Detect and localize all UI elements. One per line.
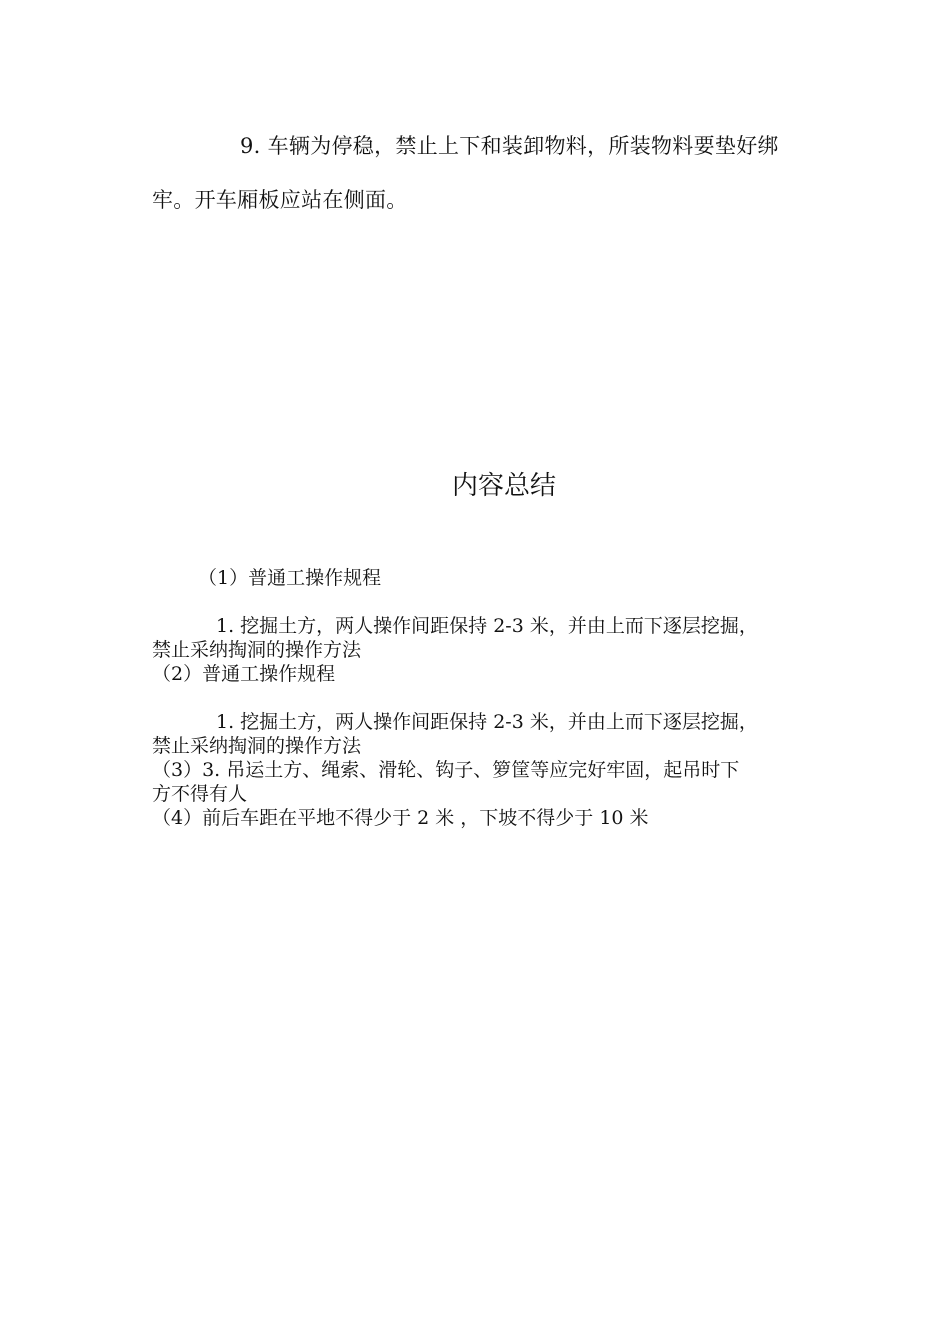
- summary-section: [152, 566, 792, 830]
- top-paragraph-line-1: 9. 车辆为停稳，禁止上下和装卸物料，所装物料要垫好绑: [240, 134, 779, 158]
- summary-item-1-heading: （1）普通工操作规程: [198, 567, 382, 589]
- summary-item-3-line-2: 方不得有人: [152, 783, 248, 805]
- top-paragraph: [152, 119, 802, 227]
- summary-item-3-line-1: （3）3. 吊运土方、绳索、滑轮、钩子、箩筐等应完好牢固，起吊时下: [152, 759, 740, 781]
- summary-item-1-step-line-2: 禁止采纳掏洞的操作方法: [152, 639, 362, 661]
- summary-item-2-step-line-2: 禁止采纳掏洞的操作方法: [152, 735, 362, 757]
- summary-title: 内容总结: [451, 471, 556, 501]
- spacer: [152, 590, 792, 614]
- summary-item-1-step-line-1: 1. 挖掘土方，两人操作间距保持 2-3 米，并由上而下逐层挖掘，: [216, 615, 758, 637]
- summary-item-2-step-line-1: 1. 挖掘土方，两人操作间距保持 2-3 米，并由上而下逐层挖掘，: [216, 711, 758, 733]
- spacer: [152, 686, 792, 710]
- summary-item-4-line-1: （4）前后车距在平地不得少于 2 米 ，下坡不得少于 10 米: [152, 807, 649, 829]
- summary-item-2-heading: （2）普通工操作规程: [152, 663, 336, 685]
- top-paragraph-line-2: 牢。开车厢板应站在侧面。: [152, 188, 408, 212]
